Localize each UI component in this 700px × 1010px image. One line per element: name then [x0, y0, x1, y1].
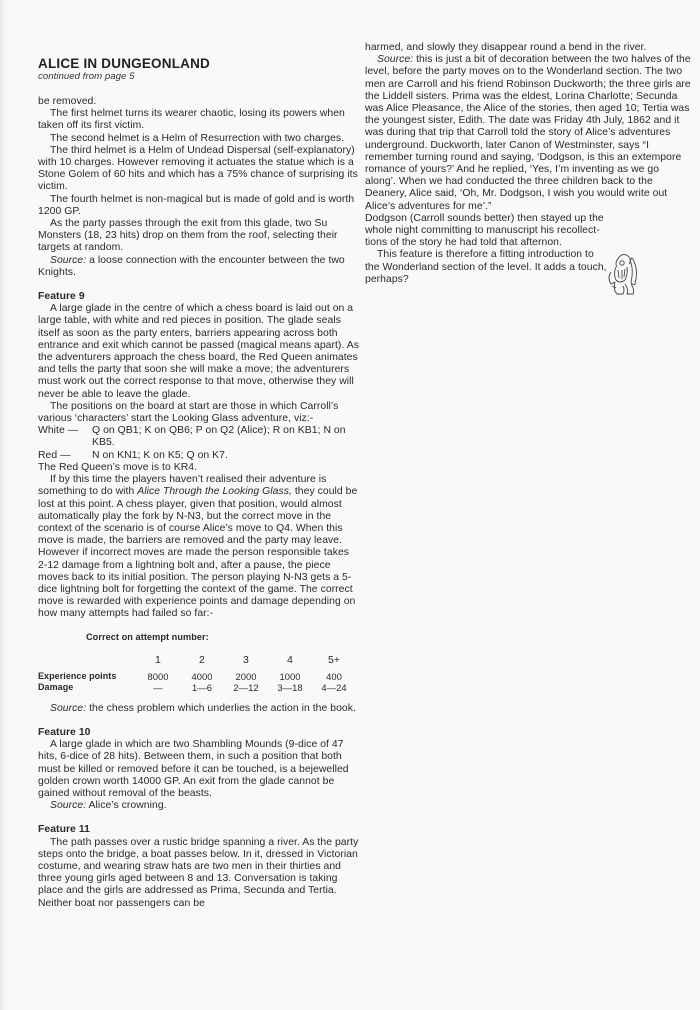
reward-table — [38, 631, 360, 693]
text-line: perhaps? — [365, 273, 409, 285]
table-cell: 1000 — [279, 670, 301, 682]
text: If by this time the players haven’t realised their adventure is something to do with — [38, 474, 327, 498]
attempt-number: 2 — [199, 653, 205, 666]
table-cell: 3—18 — [277, 681, 303, 693]
text: they could be lost at this point. A chess player, given that position, would almost automatically play the fork by N-N3, but the correct move in the context of the scenario is of course Alice’s move to Q4. When this move is made, the barriers are removed and the party may leave. However if incorrect moves are made the person responsible takes 2-12 damage from a lightning bolt and, after a pause, the piece moves back to its initial position. The person playing N-N3 gets a 5-dice lightning bolt for forgetting the context of the game. The correct move is rewarded with experience points and damage depending on how many attempts had failed so far:- — [38, 486, 358, 620]
paragraph: A large glade in which are two Shambling Mounds (9-dice of 47 hits, 6-dice of 28 hits). Between them, in such a position that both must be killed or removed before it can be touched, is a bejewelled golden crown worth 14000 GP. An exit from the glade cannot be gained without removal of the beasts. — [38, 739, 349, 799]
red-pieces — [38, 450, 360, 462]
table-row — [38, 682, 356, 693]
paragraph: The fourth helmet is non-magical but is made of gold and is worth 1200 GP. — [38, 193, 355, 217]
paragraph: harmed, and slowly they disappear round a bend in the river. — [365, 42, 647, 53]
table-cell: — — [153, 681, 163, 693]
article-subtitle: continued from page 5 — [38, 71, 135, 82]
row-label: Damage — [38, 681, 74, 692]
red-positions: N on KN1; K on K5; Q on K7. — [92, 449, 228, 461]
feature-10-heading: Feature 10 — [38, 726, 91, 738]
table-cell: 4—24 — [321, 681, 347, 693]
attempt-number: 4 — [287, 653, 293, 666]
blank-cell — [38, 653, 136, 671]
source-text: a loose connection with the encounter between the two Knights. — [38, 254, 345, 278]
table-cell: 8000 — [147, 670, 169, 682]
white-pieces — [38, 425, 360, 449]
white-label: White — — [38, 425, 79, 437]
paragraph: be removed. — [38, 96, 97, 107]
table-cell: 400 — [326, 670, 342, 682]
source-paragraph — [38, 703, 360, 715]
paragraph: The second helmet is a Helm of Resurrection with two charges. — [50, 132, 345, 144]
table-cell: 2000 — [235, 670, 257, 682]
paragraph: A large glade in the centre of which a chess board is laid out on a large table, with white and red pieces in position. The glade seals itself as soon as the party enters, barriers appearing across both entrance and exit which cannot be passed (magical means apart). As the adventurers approach the chess board, the Red Queen animates and tells the party that soon she will make a move; the adventurers must work out the correct response to that move, otherwise they will never be able to leave the glade. — [38, 303, 359, 400]
book-title: Alice Through the Looking Glass, — [137, 486, 292, 498]
paragraph: The path passes over a rustic bridge spanning a river. As the party steps onto the bridge, a boat passes below. In it, dressed in Victorian costume, and wearing straw hats are two men in their thirties and three young girls aged between 8 and 13. Conversation is taking place and the girls are addressed as Prima, Secunda and Tertia. Neither boat nor passengers can be — [38, 836, 359, 909]
feature-11-heading: Feature 11 — [38, 824, 90, 836]
table-cell: 4000 — [191, 670, 213, 682]
page-edge-shadow — [0, 0, 6, 1010]
red-label: Red — — [38, 449, 71, 461]
table-caption: Correct on attempt number: — [86, 631, 209, 642]
attempt-number: 1 — [155, 653, 161, 666]
source-label: Source: — [50, 800, 87, 812]
attempt-number: 3 — [243, 653, 249, 666]
source-label: Source: — [50, 702, 87, 714]
table-cell: 1—6 — [192, 681, 212, 693]
text-line: This feature is therefore a fitting introduction to — [377, 249, 594, 261]
source-paragraph — [38, 255, 360, 279]
text-line: whole night committing to manuscript his recollect- — [365, 225, 600, 237]
reward-table-grid — [38, 653, 356, 693]
paragraph-narrow — [365, 213, 635, 286]
table-row — [38, 671, 356, 682]
source-label: Source: — [377, 54, 414, 66]
paragraph: The first helmet turns its wearer chaotic, losing its powers when taken off its first victim. — [38, 108, 345, 132]
left-column — [38, 42, 360, 910]
feature-9-heading: Feature 9 — [38, 291, 85, 303]
paragraph — [38, 474, 360, 620]
article-title: ALICE IN DUNGEONLAND — [38, 56, 210, 71]
attempt-header-row — [38, 653, 356, 671]
source-paragraph — [365, 54, 692, 213]
attempt-number: 5+ — [327, 653, 341, 666]
text-line: Dodgson (Carroll sounds better) then stayed up the — [365, 212, 604, 224]
text-line: the Wonderland section of the level. It adds a touch, — [365, 261, 607, 273]
source-text: the chess problem which underlies the action in the book. — [86, 702, 356, 714]
paragraph: The positions on the board at start are those in which Carroll’s various ‘characters’ start the Looking Glass adventure, viz:- — [38, 400, 339, 425]
text-line: tions of the story he had told that afternon. — [365, 237, 562, 249]
paragraph: The third helmet is a Helm of Undead Dispersal (self-explanatory) with 10 charges. However removing it actuates the statue which is a Stone Golem of 60 hits and which has a 75% chance of surprising its victim. — [38, 144, 358, 193]
paragraph: The Red Queen’s move is to KR4. — [38, 461, 198, 473]
source-label: Source: — [50, 254, 87, 266]
row-label: Experience points — [38, 670, 117, 681]
source-text: Alice’s crowning. — [86, 800, 167, 812]
white-positions: Q on QB1; K on QB6; P on Q2 (Alice); R on KB1; N on KB5. — [92, 425, 346, 449]
table-cell: 2—12 — [233, 681, 259, 693]
paragraph: As the party passes through the exit from this glade, two Su Monsters (18, 23 hits) drop on them from the roof, selecting their targets at random. — [38, 218, 338, 254]
source-text: this is just a bit of decoration between the two halves of the level, before the party moves on to the Wonderland section. The two men are Carroll and his friend Robinson Duckworth; the three girls are the Liddell sisters. Prima was the eldest, Lorina Charlotte; Secunda was Alice Pleasance, the Alice of the stories, then aged 10; Tertia was the youngest sister, Edith. The date was Friday 4th July, 1862 and it was during that trip that Carroll told the story of Alice’s adventures underground. Duckworth, later Canon of Westminster, says “I remember turning round and saying, ‘Dodgson, is this an extempore romance of yours?’ And he replied, ‘Yes, I’m inventing as we go along’. When we had conducted the three children back to the Deanery, Alice said, ‘Oh, Mr. Dodgson, I wish you would write out Alice’s adventures for me’.” — [365, 54, 691, 212]
source-paragraph — [38, 800, 360, 812]
dwarf-illustration-icon — [603, 248, 643, 298]
